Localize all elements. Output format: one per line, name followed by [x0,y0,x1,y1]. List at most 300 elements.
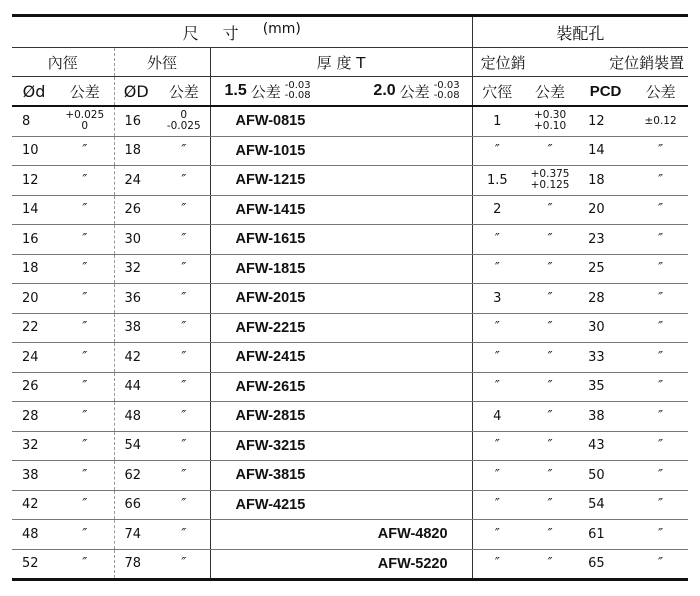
pcd-tol-cell [633,372,688,402]
inner-dia-value: 52 [12,549,56,580]
pcd-tol: ″ [658,408,663,424]
part-code: AFW-2015 [235,290,306,307]
thickness-15-tol-hi: -0.03 [284,80,311,91]
inner-dia-tol: ″ [82,526,88,542]
inner-dia-tol-cell [56,136,114,166]
outer-dia-tol-cell [158,254,210,284]
part-code-cell [210,520,472,550]
pcd-value: 23 [578,225,633,255]
pcd-tol: ″ [658,231,663,247]
inner-dia-tol-cell [56,313,114,343]
pin-tol: ″ [547,408,553,424]
outer-dia-tol: ″ [181,231,187,247]
outer-dia-tol-cell [158,490,210,520]
outer-dia-tol-cell [158,106,210,136]
inner-dia-tol: ″ [82,320,88,336]
table-row [12,313,688,343]
hole-dia-value: 1 [493,113,502,129]
table-row [12,343,688,373]
pin-tol-lower: +0.125 [530,178,570,191]
hole-dia-cell [472,343,522,373]
pin-tol-cell [522,549,578,580]
locating-pin-header: 定位銷 [472,48,578,77]
outer-dia-tol: ″ [181,290,187,306]
hole-dia-cell [472,225,522,255]
spec-rows [12,106,688,580]
table-row [12,402,688,432]
outer-dia-tol: ″ [181,467,187,483]
inner-dia-tol-cell [56,106,114,136]
part-code: AFW-2415 [235,349,306,366]
outer-dia-value: 16 [114,106,158,136]
hole-dia-cell [472,195,522,225]
pcd-value: 14 [578,136,633,166]
thickness-20-tol-lo: -0.08 [433,90,460,101]
pcd-tol-cell [633,402,688,432]
inner-dia-tol-cell [56,490,114,520]
part-code-cell [210,195,472,225]
pin-tol: ″ [547,526,553,542]
part-code-cell [210,313,472,343]
thickness-20-group [373,81,459,102]
table-row [12,254,688,284]
pin-tol: ″ [547,497,553,513]
inner-dia-tol-cell [56,225,114,255]
hole-dia-cell [472,549,522,580]
pcd-tol-cell [633,254,688,284]
pin-tol: ″ [547,438,553,454]
pcd-tol: ″ [658,202,663,218]
table-row [12,372,688,402]
inner-dia-tol: ″ [82,349,88,365]
inner-dia-value: 32 [12,431,56,461]
part-code: AFW-2815 [235,408,306,425]
pcd-tol-cell [633,343,688,373]
inner-dia-symbol [12,77,56,107]
part-code-cell [210,343,472,373]
hole-dia-value: 4 [493,408,502,424]
inner-dia-tol-cell [56,549,114,580]
outer-dia-value: 38 [114,313,158,343]
inner-dia-value: 48 [12,520,56,550]
part-code: AFW-5220 [377,555,448,572]
outer-dia-value: 54 [114,431,158,461]
part-code-cell [210,254,472,284]
part-code: AFW-3215 [235,437,306,454]
inner-dia-tol-cell [56,372,114,402]
table-row [12,136,688,166]
pcd-header: PCD [578,77,633,107]
outer-dia-tol-cell [158,313,210,343]
pcd-tol: ″ [658,143,663,159]
pin-tol [531,169,570,191]
inner-dia-value: 38 [12,461,56,491]
hole-dia-cell [472,284,522,314]
inner-dia-tol: ″ [82,467,88,483]
pcd-value: 38 [578,402,633,432]
pcd-value: 35 [578,372,633,402]
part-code-cell [210,461,472,491]
pin-tol: ″ [547,143,553,159]
outer-dia-value: 66 [114,490,158,520]
part-code: AFW-4820 [377,526,448,543]
hole-dia-value: ″ [494,261,500,277]
outer-dia-tol-cell [158,520,210,550]
pin-tol-cell [522,461,578,491]
outer-dia-value: 24 [114,166,158,196]
inner-dia-tol: ″ [82,143,88,159]
part-code: AFW-4215 [235,496,306,513]
pin-tol: ″ [547,290,553,306]
outer-dia-symbol [114,77,158,107]
table-row [12,225,688,255]
pcd-value: 43 [578,431,633,461]
pin-tol-cell [522,520,578,550]
inner-dia-tol: ″ [82,290,88,306]
hole-dia-value: ″ [494,526,500,542]
pin-tol-cell [522,106,578,136]
pin-tol-cell [522,431,578,461]
part-code-cell [210,402,472,432]
pcd-tol-cell [633,195,688,225]
hole-dia-cell [472,254,522,284]
hole-dia-cell [472,136,522,166]
pin-tol-cell [522,343,578,373]
outer-dia-tol: ″ [181,261,187,277]
outer-dia-tol-cell [158,284,210,314]
pcd-value: 33 [578,343,633,373]
locating-pin-device-header: 定位銷裝置 [578,48,688,77]
hole-dia-value: 3 [493,290,502,306]
hole-dia-value: ″ [494,556,500,572]
pin-tol: ″ [547,261,553,277]
part-code-cell [210,549,472,580]
outer-dia-tol: ″ [181,438,187,454]
outer-dia-header: 外徑 [114,48,210,77]
pcd-tol-cell [633,313,688,343]
table-row [12,461,688,491]
inner-dia-tol-cell [56,195,114,225]
hole-dia-value: 1.5 [486,172,508,188]
pcd-tol-cell [633,490,688,520]
pcd-value: 54 [578,490,633,520]
outer-dia-tol-upper: 0 [180,108,188,121]
part-code: AFW-3815 [235,467,306,484]
inner-dia-tol: ″ [82,438,88,454]
thickness-header: 厚 度 T [210,48,472,77]
pin-tol-cell [522,195,578,225]
thickness-20-tol [434,81,460,101]
table-row [12,490,688,520]
pin-tol-cell [522,225,578,255]
inner-dia-tol: ″ [82,261,88,277]
part-code-cell [210,284,472,314]
part-code-cell [210,372,472,402]
pcd-value: 25 [578,254,633,284]
part-code: AFW-1815 [235,260,306,277]
outer-dia-value: 18 [114,136,158,166]
pin-tol [534,110,566,132]
dimension-title-char-1: 尺 [182,23,199,43]
part-code: AFW-2615 [235,378,306,395]
outer-dia-value: 48 [114,402,158,432]
inner-dia-tol: ″ [82,172,88,188]
pcd-tol: ″ [658,526,663,542]
outer-dia-tol: ″ [181,408,187,424]
outer-dia-tol: ″ [181,556,187,572]
inner-dia-value: 12 [12,166,56,196]
pcd-tol-cell [633,225,688,255]
dimension-spec-table [12,14,688,581]
pin-tol-cell [522,402,578,432]
outer-dia-tol: ″ [181,497,187,513]
pcd-tol: ″ [658,172,663,188]
part-code: AFW-0815 [235,113,306,130]
inner-dia-header: 內徑 [12,48,114,77]
inner-dia-tol-upper: +0.025 [65,108,105,121]
inner-dia-value: 10 [12,136,56,166]
hole-dia-cell [472,402,522,432]
pcd-tol-cell [633,520,688,550]
hole-dia-cell [472,313,522,343]
inner-dia-value: 26 [12,372,56,402]
table-row [12,549,688,580]
pin-tol-cell [522,136,578,166]
inner-dia-tol: ″ [82,379,88,395]
outer-dia-tol-cell [158,402,210,432]
outer-dia-tol-cell [158,343,210,373]
part-code-cell [210,225,472,255]
part-code: AFW-1415 [235,201,306,218]
outer-dia-tol: ″ [181,320,187,336]
outer-dia-tol-cell [158,225,210,255]
inner-dia-value: 16 [12,225,56,255]
hole-dia-cell [472,490,522,520]
pcd-tol-header: 公差 [633,77,688,107]
pcd-value: 30 [578,313,633,343]
thickness-20-tol-label: 公差 [399,82,430,101]
pin-tol-cell [522,166,578,196]
outer-dia-tol: ″ [181,526,187,542]
dimension-title-char-2: 寸 [222,23,239,43]
pin-tol-cell [522,372,578,402]
outer-dia-value: 36 [114,284,158,314]
part-code: AFW-1215 [235,172,306,189]
pcd-tol: ″ [658,497,663,513]
pin-tol-upper: +0.375 [530,167,570,180]
pin-tol: ″ [547,202,553,218]
thickness-15-value: 1.5 [224,82,247,99]
hole-dia-cell [472,431,522,461]
inner-dia-value: 20 [12,284,56,314]
pcd-tol: ±0.12 [644,115,677,128]
thickness-subheader [210,77,472,107]
pcd-value: 18 [578,166,633,196]
pin-tol-cell [522,313,578,343]
inner-dia-tol-header: 公差 [56,77,114,107]
hole-dia-cell [472,106,522,136]
pin-tol: ″ [547,556,553,572]
inner-dia-tol-cell [56,402,114,432]
pcd-value: 50 [578,461,633,491]
table-row [12,431,688,461]
pin-tol: ″ [547,379,553,395]
spec-table-container [12,14,688,581]
inner-dia-tol-cell [56,254,114,284]
pin-tol: ″ [547,320,553,336]
outer-dia-value: 26 [114,195,158,225]
inner-dia-tol-cell [56,343,114,373]
pin-tol: ″ [547,349,553,365]
outer-dia-symbol-text: ØD [123,81,149,101]
pcd-value: 28 [578,284,633,314]
pcd-tol: ″ [658,320,663,336]
thickness-15-tol [285,81,311,101]
inner-dia-value: 42 [12,490,56,520]
inner-dia-symbol-text: Ød [22,81,46,101]
outer-dia-tol-cell [158,549,210,580]
pin-tol-cell [522,254,578,284]
inner-dia-value: 24 [12,343,56,373]
dimension-title-unit: (mm) [262,20,301,37]
inner-dia-tol: ″ [82,497,88,513]
hole-dia-value: ″ [494,379,500,395]
pcd-value: 12 [578,106,633,136]
assembly-title: 裝配孔 [472,16,688,48]
inner-dia-value: 14 [12,195,56,225]
part-code: AFW-1015 [235,142,306,159]
hole-dia-cell [472,461,522,491]
outer-dia-tol-cell [158,136,210,166]
outer-dia-tol: ″ [181,172,187,188]
pin-tol-cell [522,490,578,520]
outer-dia-tol: ″ [181,143,187,159]
pcd-tol-cell [633,431,688,461]
inner-dia-tol-cell [56,461,114,491]
hole-dia-header: 穴徑 [472,77,522,107]
outer-dia-tol-cell [158,461,210,491]
outer-dia-tol-cell [158,431,210,461]
pcd-tol-cell [633,284,688,314]
inner-dia-value: 8 [12,106,56,136]
dimension-title-cell [12,16,472,48]
pcd-tol-cell [633,549,688,580]
table-row [12,106,688,136]
pcd-tol-cell [633,461,688,491]
hole-dia-cell [472,166,522,196]
part-code-cell [210,431,472,461]
inner-dia-tol: ″ [82,556,88,572]
outer-dia-value: 78 [114,549,158,580]
outer-dia-tol-cell [158,195,210,225]
outer-dia-value: 62 [114,461,158,491]
hole-dia-value: ″ [494,467,500,483]
inner-dia-value: 28 [12,402,56,432]
outer-dia-value: 42 [114,343,158,373]
thickness-15-tol-label: 公差 [250,82,281,101]
pcd-tol: ″ [658,379,663,395]
pcd-tol: ″ [658,290,663,306]
hole-dia-value: ″ [494,349,500,365]
inner-dia-tol-cell [56,431,114,461]
pcd-tol: ″ [658,556,663,572]
part-code: AFW-1615 [235,231,306,248]
pcd-value: 20 [578,195,633,225]
hole-dia-value: ″ [494,231,500,247]
part-code: AFW-2215 [235,319,306,336]
pin-tol-upper: +0.30 [533,108,567,121]
inner-dia-tol: ″ [82,408,88,424]
inner-dia-tol [65,110,104,132]
pcd-tol: ″ [658,349,663,365]
pcd-tol: ″ [658,438,663,454]
table-row [12,520,688,550]
outer-dia-tol-lower: -0.025 [166,119,201,132]
outer-dia-tol: ″ [181,202,187,218]
part-code-cell [210,490,472,520]
outer-dia-value: 32 [114,254,158,284]
part-code-cell [210,106,472,136]
outer-dia-tol-cell [158,166,210,196]
pcd-tol: ″ [658,261,663,277]
inner-dia-tol-cell [56,166,114,196]
table-row [12,195,688,225]
part-code-cell [210,136,472,166]
inner-dia-tol-cell [56,284,114,314]
inner-dia-value: 18 [12,254,56,284]
pcd-tol-cell [633,106,688,136]
inner-dia-tol-cell [56,520,114,550]
pin-tol-cell [522,284,578,314]
hole-dia-cell [472,520,522,550]
part-code-cell [210,166,472,196]
outer-dia-tol: ″ [181,349,187,365]
hole-dia-value: 2 [493,202,502,218]
hole-dia-value: ″ [494,497,500,513]
outer-dia-tol: ″ [181,379,187,395]
pcd-tol-cell [633,136,688,166]
pcd-tol: ″ [658,467,663,483]
thickness-20-value: 2.0 [373,82,396,99]
table-row [12,166,688,196]
thickness-20-tol-hi: -0.03 [433,80,460,91]
pin-tol-header: 公差 [522,77,578,107]
hole-dia-cell [472,372,522,402]
pcd-value: 61 [578,520,633,550]
outer-dia-value: 44 [114,372,158,402]
inner-dia-value: 22 [12,313,56,343]
inner-dia-tol-lower: 0 [81,119,89,132]
pin-tol: ″ [547,231,553,247]
pcd-tol-cell [633,166,688,196]
hole-dia-value: ″ [494,320,500,336]
hole-dia-value: ″ [494,143,500,159]
outer-dia-value: 30 [114,225,158,255]
inner-dia-tol: ″ [82,231,88,247]
outer-dia-tol-header: 公差 [158,77,210,107]
outer-dia-value: 74 [114,520,158,550]
outer-dia-tol [167,110,201,132]
hole-dia-value: ″ [494,438,500,454]
pin-tol-lower: +0.10 [533,119,567,132]
outer-dia-tol-cell [158,372,210,402]
inner-dia-tol: ″ [82,202,88,218]
thickness-15-tol-lo: -0.08 [284,90,311,101]
pin-tol: ″ [547,467,553,483]
table-row [12,284,688,314]
pcd-value: 65 [578,549,633,580]
thickness-15-group [225,81,311,102]
